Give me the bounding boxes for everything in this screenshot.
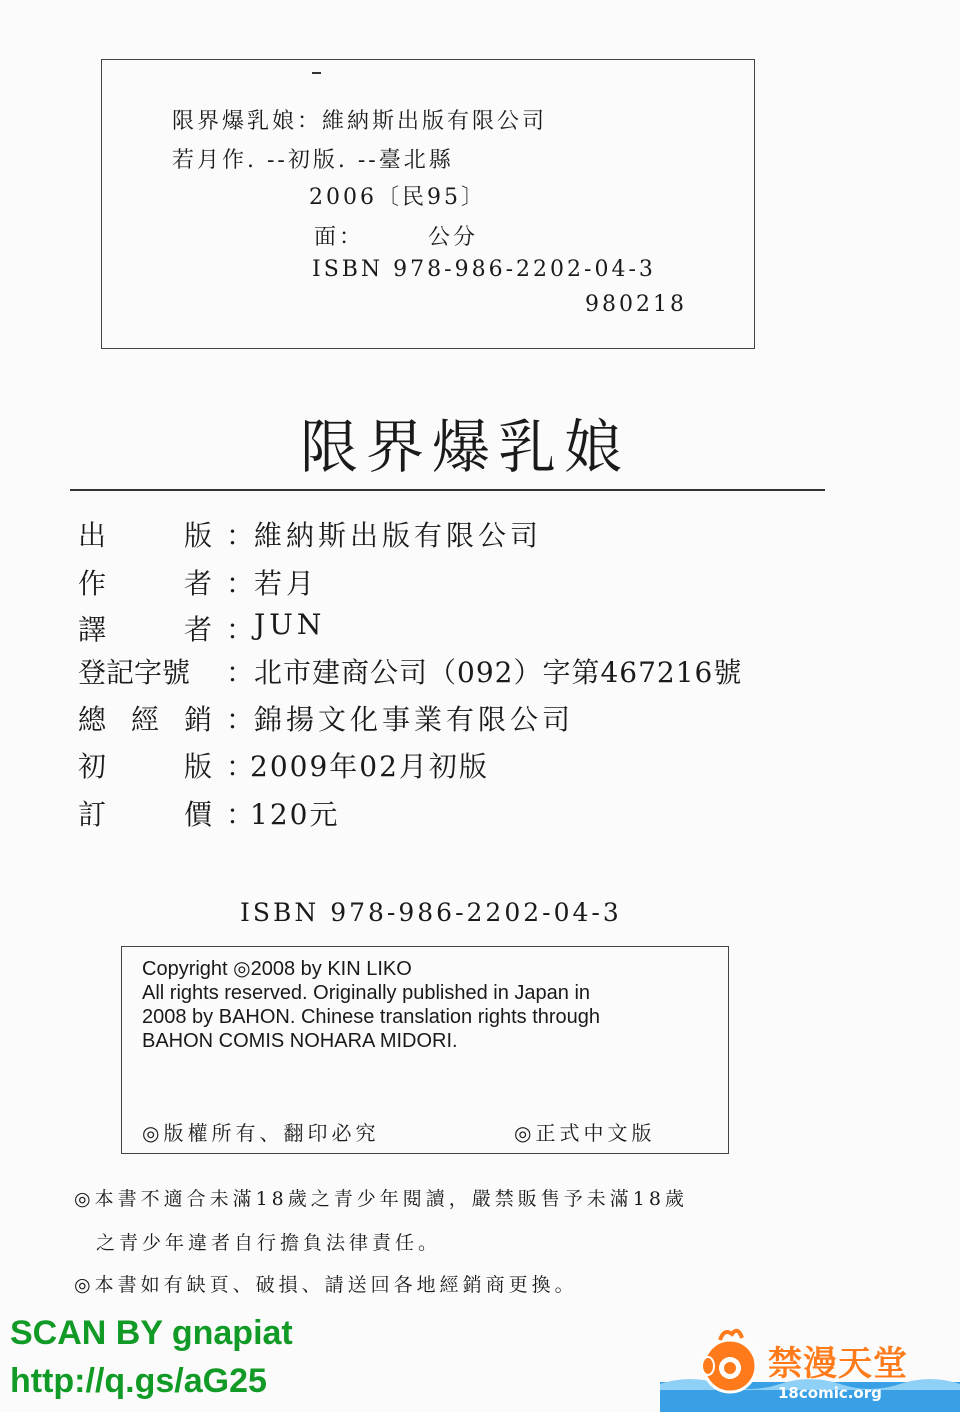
logo-title: 禁漫天堂 xyxy=(768,1344,908,1384)
scan-credit: SCAN BY gnapiat xyxy=(10,1314,293,1352)
cip-tick-mark xyxy=(312,72,321,74)
notice-legal-responsibility: 之青少年違者自行擔負法律責任。 xyxy=(96,1232,442,1254)
book-title: 限界爆乳娘 xyxy=(299,413,630,481)
title-divider xyxy=(70,489,825,491)
info-value: 120元 xyxy=(250,798,340,831)
info-value: 若月 xyxy=(254,567,319,600)
info-value: JUN xyxy=(254,608,326,641)
info-label: 作 者 xyxy=(78,567,212,600)
cip-line-size: 面： 公分 xyxy=(314,225,479,250)
info-label: 訂 價 xyxy=(78,798,212,831)
info-label: 出 版 xyxy=(78,519,212,552)
info-label: 初 版 xyxy=(78,750,212,783)
isbn-number: ISBN 978-986-2202-04-3 xyxy=(240,898,622,927)
info-label: 總 經 銷 xyxy=(78,703,212,736)
cip-line-number: 980218 xyxy=(585,292,687,317)
official-edition-mark: ◎正式中文版 xyxy=(514,1121,656,1145)
info-label: 登記字號 xyxy=(78,656,191,689)
cip-line-isbn: ISBN 978-986-2202-04-3 xyxy=(312,257,656,282)
cip-line-title: 限界爆乳娘：維納斯出版有限公司 xyxy=(172,109,548,134)
cip-record-box xyxy=(101,59,755,349)
logo-url: 18comic.org xyxy=(778,1384,882,1402)
copyright-box xyxy=(121,946,729,1154)
info-value: 維納斯出版有限公司 xyxy=(254,519,543,552)
notice-defect-replacement: ◎本書如有缺頁、破損、請送回各地經銷商更換。 xyxy=(74,1274,578,1296)
site-logo xyxy=(660,1326,960,1412)
cip-line-year: 2006〔民95〕 xyxy=(309,185,486,210)
info-value: 2009年02月初版 xyxy=(250,750,489,783)
info-value: 錦揚文化事業有限公司 xyxy=(254,703,575,736)
cip-line-author: 若月作. --初版. --臺北縣 xyxy=(172,148,454,173)
notice-age-restriction: ◎本書不適合未滿18歲之青少年閱讀，嚴禁販售予未滿18歲 xyxy=(74,1188,688,1210)
info-label: 譯 者 xyxy=(78,613,212,646)
copyright-text: Copyright ◎2008 by KIN LIKO All rights reserved. Originally published in Japan in 2008 by BAHON. Chinese translation rights through BAHON COMIS NOHARA MIDORI. xyxy=(142,958,601,1052)
rights-reserved-mark: ◎版權所有、翻印必究 xyxy=(142,1121,380,1145)
scan-link[interactable]: http://q.gs/aG25 xyxy=(10,1362,267,1400)
info-value: 北市建商公司（092）字第467216號 xyxy=(254,656,743,689)
